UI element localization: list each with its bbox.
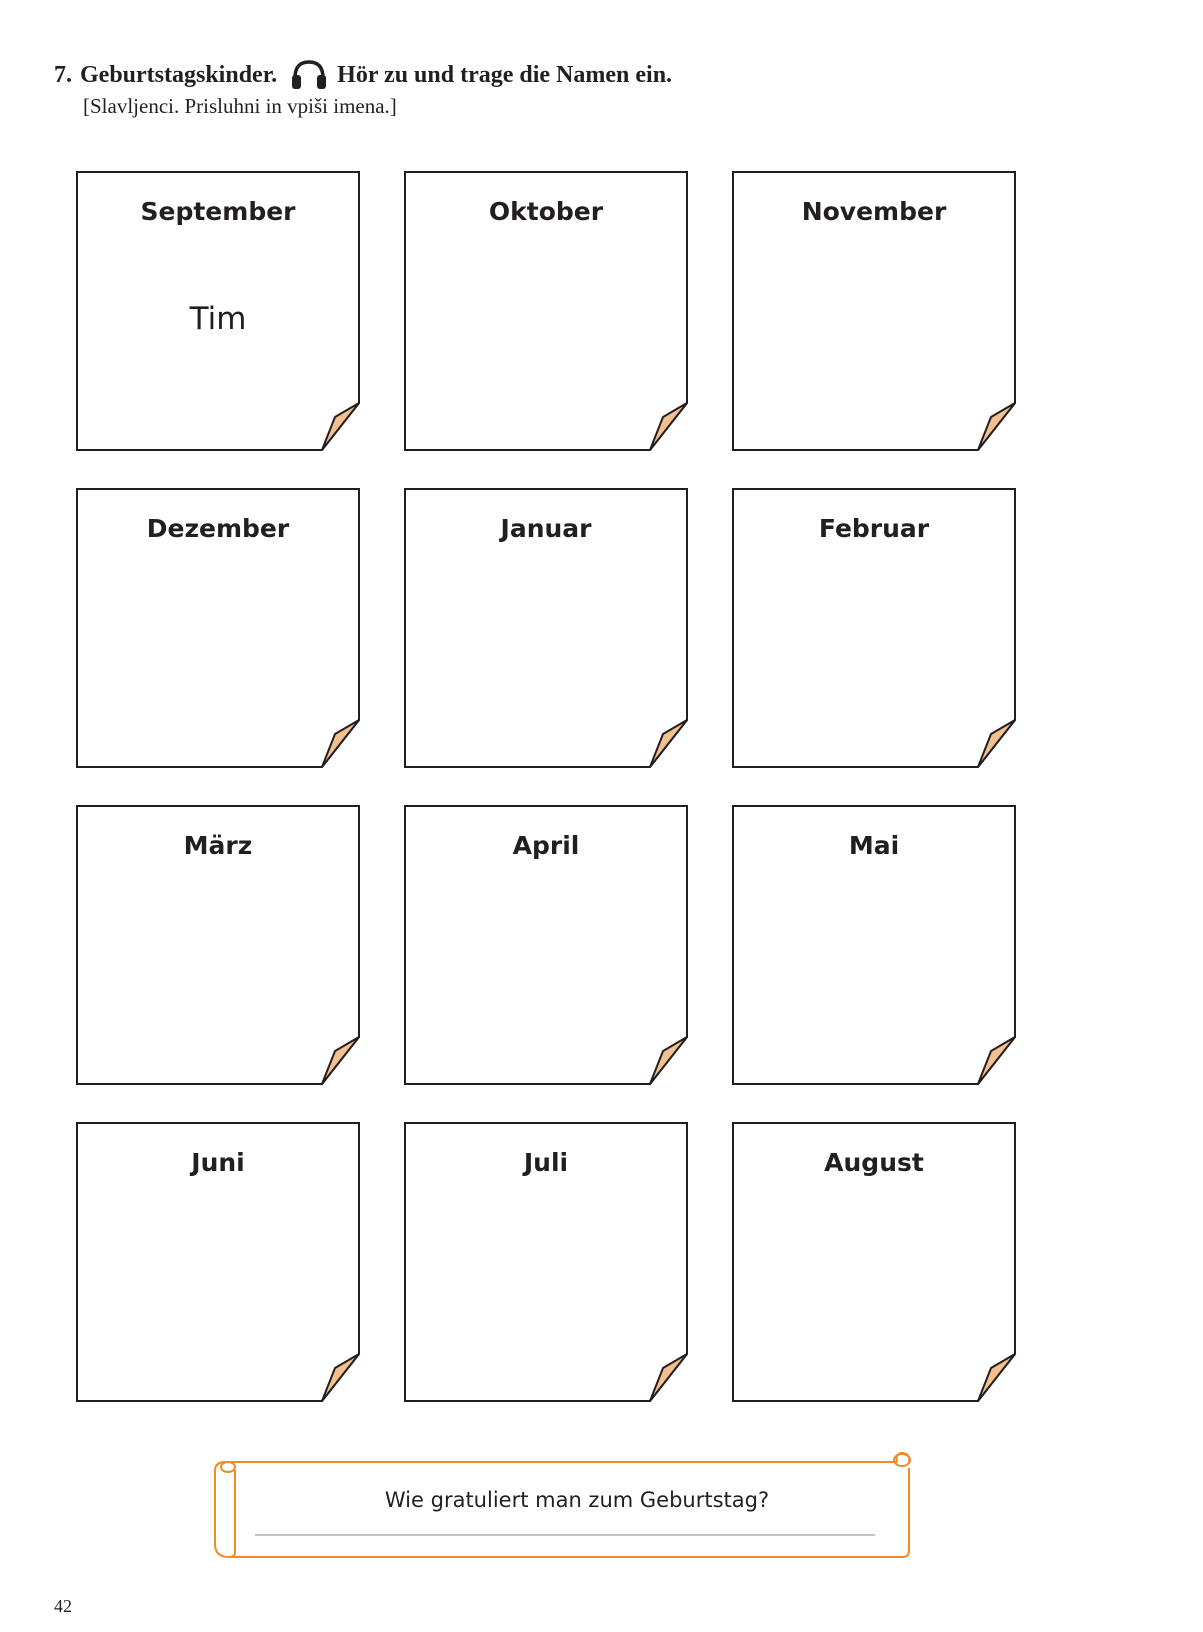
month-label: Juni: [191, 1148, 245, 1177]
month-label: Oktober: [488, 197, 604, 226]
note-oktober[interactable]: [404, 171, 688, 451]
exercise-instruction: Hör zu und trage die Namen ein.: [337, 61, 673, 88]
month-label: Januar: [500, 514, 592, 543]
name-entry[interactable]: Tim: [189, 301, 247, 337]
month-label: April: [512, 831, 580, 860]
note-märz[interactable]: [76, 805, 360, 1085]
scroll-question: Wie gratuliert man zum Geburtstag?: [384, 1488, 770, 1512]
exercise-number: 7.: [54, 61, 72, 88]
note-juli[interactable]: [404, 1122, 688, 1402]
month-label: November: [801, 197, 947, 226]
note-januar[interactable]: [404, 488, 688, 768]
note-dezember[interactable]: [76, 488, 360, 768]
note-juni[interactable]: [76, 1122, 360, 1402]
month-label: August: [824, 1148, 924, 1177]
headphones-icon[interactable]: [289, 58, 329, 92]
exercise-title: Geburtstagskinder.: [80, 61, 278, 88]
month-label: September: [140, 197, 296, 226]
note-november[interactable]: [732, 171, 1016, 451]
exercise-translation: [Slavljenci. Prisluhni in vpiši imena.]: [83, 94, 397, 118]
scroll-frame: [215, 1462, 955, 1562]
month-label: Dezember: [146, 514, 290, 543]
month-label: Mai: [848, 831, 900, 860]
exercise-title-line: [54, 58, 672, 92]
note-mai[interactable]: [732, 805, 1016, 1085]
note-februar[interactable]: [732, 488, 1016, 768]
month-label: März: [183, 831, 253, 860]
page-number: 42: [54, 1596, 72, 1616]
note-august[interactable]: [732, 1122, 1016, 1402]
note-april[interactable]: [404, 805, 688, 1085]
question-scroll: [215, 1462, 955, 1562]
month-label: Februar: [818, 514, 930, 543]
note-september[interactable]: [76, 171, 360, 451]
exercise-heading: [54, 58, 672, 119]
month-label: Juli: [523, 1148, 569, 1177]
